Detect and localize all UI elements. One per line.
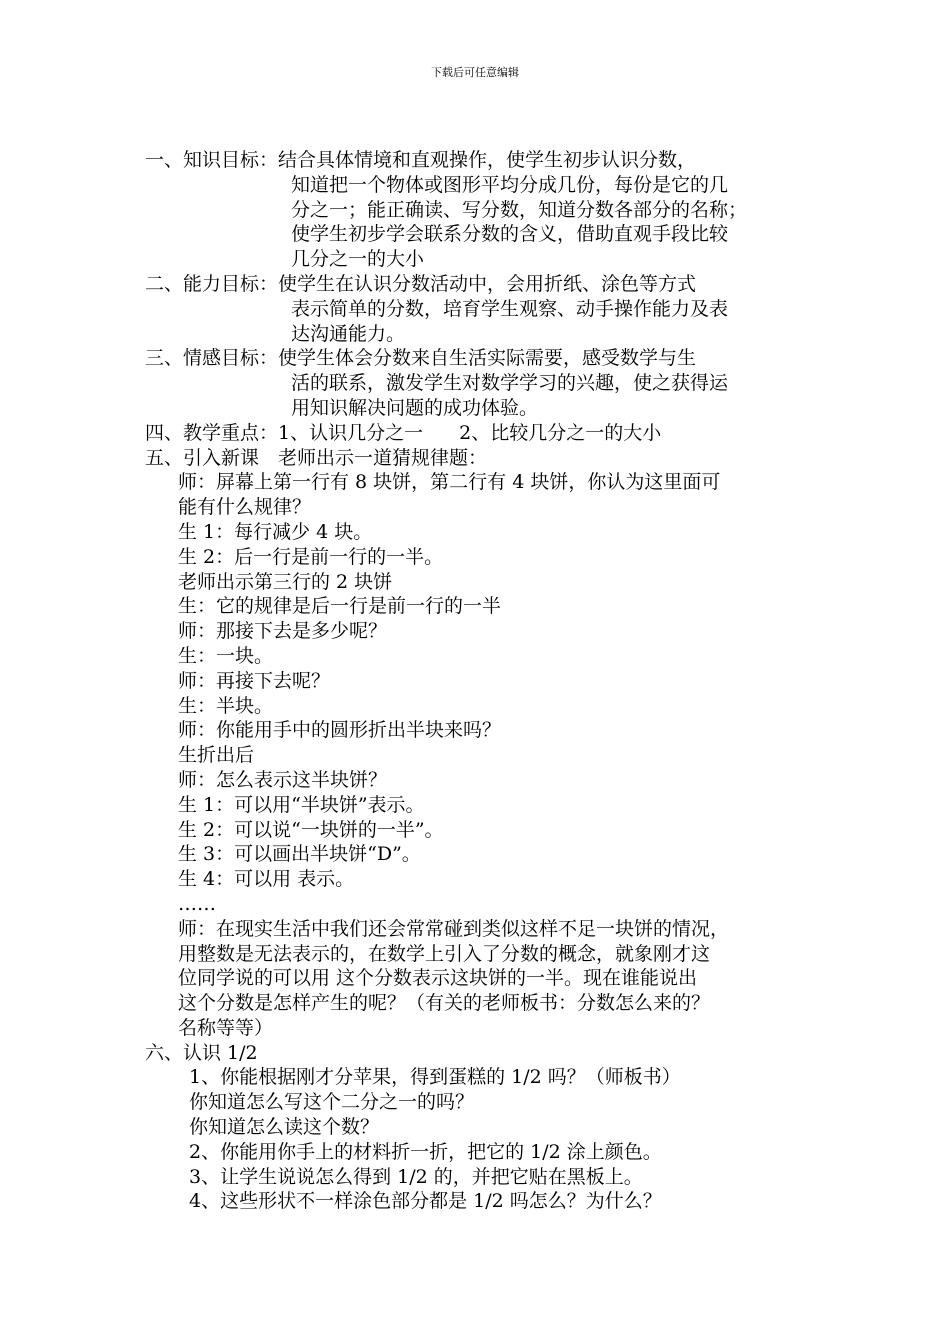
dialogue-line: 生 2：后一行是前一行的一半。 xyxy=(178,545,444,568)
text-line: 表示简单的分数，培育学生观察、动手操作能力及表 xyxy=(291,297,729,320)
text-line: 使学生体会分数来自生活实际需要，感受数学与生 xyxy=(278,347,697,370)
teaching-focus-label: 四、教学重点： xyxy=(145,421,279,444)
text-line: 使学生初步学会联系分数的含义，借助直观手段比较 xyxy=(291,223,729,246)
dialogue-line: 生 4：可以用 表示。 xyxy=(178,868,355,891)
list-item: 3、让学生说说怎么得到 1/2 的，并把它贴在黑板上。 xyxy=(189,1165,643,1188)
knowledge-goal-section xyxy=(145,148,835,272)
ellipsis-line: …… xyxy=(178,892,216,915)
text-line: 达沟通能力。 xyxy=(291,322,406,345)
teaching-focus xyxy=(145,421,835,446)
dialogue-line: 师：再接下去呢？ xyxy=(178,669,331,692)
ability-goal-label: 二、能力目标： xyxy=(145,272,279,295)
page-header: 下载后可任意编辑 xyxy=(431,66,519,79)
focus-item-2: 2、比较几分之一的大小 xyxy=(459,421,662,444)
dialogue-line: 师：在现实生活中我们还会常常碰到类似这样不足一块饼的情况， xyxy=(178,917,730,940)
emotion-goal-label: 三、情感目标： xyxy=(145,347,279,370)
section-heading: 六、认识 1/2 xyxy=(145,1041,258,1064)
list-item: 你知道怎么写这个二分之一的吗？ xyxy=(189,1091,475,1114)
text-line: 知道把一个物体或图形平均分成几份，每份是它的几 xyxy=(291,173,729,196)
dialogue-line: 这个分数是怎样产生的呢？（有关的老师板书：分数怎么来的？ xyxy=(178,992,711,1015)
dialogue-line: 师：屏幕上第一行有 8 块饼，第二行有 4 块饼，你认为这里面可 xyxy=(178,471,721,494)
intro-section xyxy=(145,446,835,1041)
text-line: 活的联系，激发学生对数学学习的兴趣，使之获得运 xyxy=(291,372,729,395)
text-line: 几分之一的大小 xyxy=(291,248,425,271)
dialogue-line: 生：一块。 xyxy=(178,644,274,667)
dialogue-line: 名称等等） xyxy=(178,1016,274,1039)
dialogue-line: 生 3：可以画出半块饼“D”。 xyxy=(178,843,421,866)
list-item: 4、这些形状不一样涂色部分都是 1/2 吗怎么？为什么？ xyxy=(189,1190,662,1213)
dialogue-line: 能有什么规律？ xyxy=(178,496,312,519)
text-line: 分之一；能正确读、写分数，知道分数各部分的名称； xyxy=(291,198,748,221)
dialogue-line: 师：怎么表示这半块饼？ xyxy=(178,768,388,791)
ability-goal-section xyxy=(145,272,835,346)
dialogue-line: 师：那接下去是多少呢？ xyxy=(178,620,388,643)
dialogue-line: 生 1：每行减少 4 块。 xyxy=(178,520,373,543)
dialogue-line: 生折出后 xyxy=(178,744,255,767)
section-heading: 五、引入新课 老师出示一道猜规律题： xyxy=(145,446,488,469)
document-body xyxy=(145,148,835,1214)
half-section xyxy=(145,1041,835,1215)
text-line: 用知识解决问题的成功体验。 xyxy=(291,396,539,419)
list-item: 2、你能用你手上的材料折一折，把它的 1/2 涂上颜色。 xyxy=(189,1140,662,1163)
text-line: 结合具体情境和直观操作，使学生初步认识分数， xyxy=(278,149,697,171)
dialogue-line: 生：它的规律是后一行是前一行的一半 xyxy=(178,595,502,618)
dialogue-line: 老师出示第三行的 2 块饼 xyxy=(178,570,393,593)
dialogue-line: 生 1：可以用“半块饼”表示。 xyxy=(178,793,425,816)
list-item: 1、你能根据刚才分苹果，得到蛋糕的 1/2 吗？（师板书） xyxy=(189,1066,681,1089)
focus-item-1: 1、认识几分之一 xyxy=(278,421,424,444)
dialogue-line: 位同学说的可以用 这个分数表示这块饼的一半。现在谁能说出 xyxy=(178,967,698,990)
text-line: 使学生在认识分数活动中，会用折纸、涂色等方式 xyxy=(278,272,697,295)
dialogue-line: 师：你能用手中的圆形折出半块来吗？ xyxy=(178,719,502,742)
emotion-goal-section xyxy=(145,346,835,420)
list-item: 你知道怎么读这个数？ xyxy=(189,1116,380,1139)
knowledge-goal-label: 一、知识目标： xyxy=(145,149,279,171)
dialogue-line: 生：半块。 xyxy=(178,694,274,717)
dialogue-line: 生 2：可以说“一块饼的一半”。 xyxy=(178,818,444,841)
dialogue-line: 用整数是无法表示的，在数学上引入了分数的概念，就象刚才这 xyxy=(178,942,711,965)
